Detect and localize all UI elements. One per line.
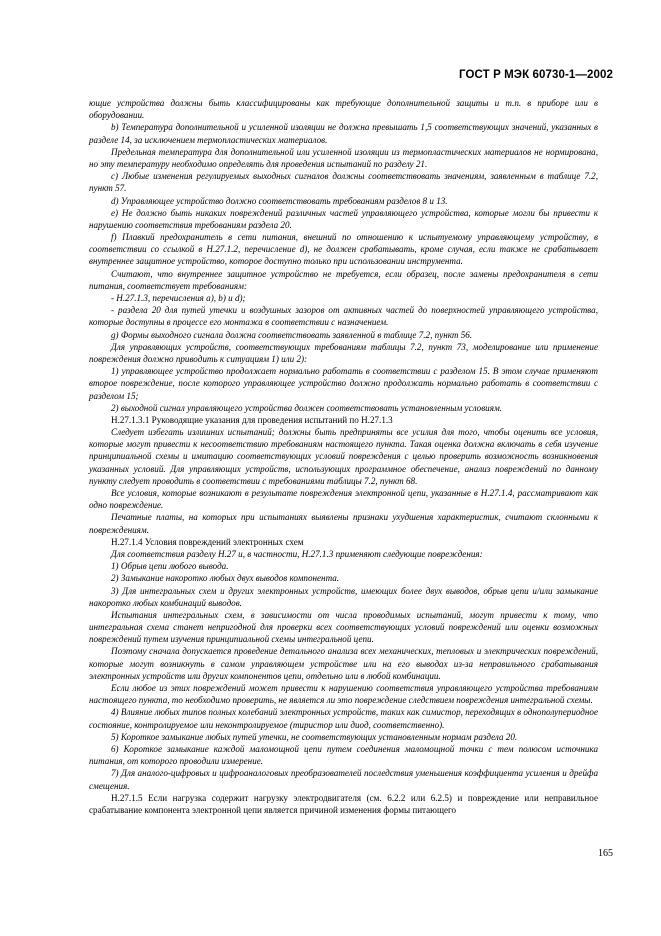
body-paragraph: Печатные платы, на которых при испытаниях выявлены признаки ухудшения характеристик, считают склонными к повреждениям. (89, 512, 598, 535)
body-paragraph: Если любое из этих повреждений может привести к нарушению соответствия управляющего устройства требованиям настоящего пункта, то необходимо проверить, не является ли это повреждение следствием повреждения интегральной схемы. (89, 683, 598, 706)
page-number: 165 (598, 848, 613, 859)
body-paragraph: Поэтому сначала допускается проведение детального анализа всех механических, тепловых и электрических повреждений, которые могут возникнуть в самом управляющем устройстве или на его выводах из-за неправильного срабатывания электронных устройств или других компонентов цепи, отдельно или в любой комбинации. (89, 646, 598, 681)
body-paragraph: f) Плавкий предохранитель в сети питания, внешний по отношению к испытуемому управляющему устройству, в соответствии со ссылкой в Н.27.1.2, перечисление d), не должен срабатывать, кроме случая, если также не срабатывает внутреннее защитное устройство, которое доступно только при использовании инструмента. (89, 232, 598, 267)
document-body (89, 97, 598, 816)
body-paragraph: Предельная температура для дополнительной или усиленной изоляции из термопластических материалов не нормирована, но эту температуру необходимо определять для проведения испытаний по разделу 21. (89, 146, 598, 169)
body-paragraph: Все условия, которые возникают в результате повреждения электронной цепи, указанные в Н.27.1.4, рассматривают как одно повреждение. (89, 488, 598, 511)
body-paragraph: Н.27.1.5 Если нагрузка содержит нагрузку электродвигателя (см. 6.2.2 или 6.2.5) и повреждение или неправильное срабатывание компонента электронной цепи является причиной изменения формы питающего (89, 792, 598, 815)
body-paragraph: 4) Влияние любых типов полных колебаний электронных устройств, таких как симистор, переходящих в однополупериодное состояние, контролируемое или неконтролируемое (тиристор или диод, соответственно). (89, 707, 598, 730)
body-paragraph: - раздела 20 для путей утечки и воздушных зазоров от активных частей до поверхностей управляющего устройства, которые доступны в процессе его монтажа в соответствии с назначением. (89, 305, 598, 328)
body-paragraph: 2) Замыкание накоротко любых двух выводов компонента. (111, 573, 340, 584)
body-paragraph: 7) Для аналого-цифровых и цифроаналоговых преобразователей последствия уменьшения коэффициента усиления и дрейфа смещения. (89, 768, 598, 791)
body-paragraph: g) Формы выходного сигнала должна соответствовать заявленной в таблице 7.2, пункт 56. (111, 329, 473, 340)
body-paragraph: b) Температура дополнительной и усиленной изоляции не должна превышать 1,5 соответствующих значений, указанных в разделе 14, за исключением термопластических материалов. (89, 122, 598, 145)
body-paragraph: e) Не должно быть никаких повреждений различных частей управляющего устройства, которые могли бы привести к нарушению соответствия требованиям раздела 20. (89, 207, 598, 230)
body-paragraph: Считают, что внутреннее защитное устройство не требуется, если образец, после замены предохранителя в сети питания, соответствует требованиям: (89, 268, 598, 291)
body-paragraph: Следует избегать излишних испытаний; должны быть предприняты все усилия для того, чтобы оценить все условия, которые могут привести к несоответствию требованиям настоящего пункта. Такая оценка должна включать в себя изучение принципиальной схемы и имитацию соответствующих условий повреждения с целью проверить возможность возникновения указанных условий. Для управляющих устройств, использующих программное обеспечение, анализ повреждений по данному пункту следует проводить в соответствии с требованиями таблицы 7.2, пункт 68. (89, 427, 598, 486)
body-paragraph: Н.27.1.3.1 Руководящие указания для проведения испытаний по Н.27.1.3 (111, 414, 393, 425)
body-paragraph: ющие устройства должны быть классифицированы как требующие дополнительной защиты и т.п. в приборе или в оборудовании. (89, 98, 598, 121)
body-paragraph: 6) Короткое замыкание каждой маломощной цепи путем соединения маломощной точки с тем полюсом источника питания, от которого проводили измерение. (89, 743, 598, 767)
body-paragraph: Н.27.1.4 Условия повреждений электронных схем (111, 536, 304, 547)
body-paragraph: - Н.27.1.3, перечисления а), b) и d); (111, 293, 246, 303)
document-header: ГОСТ Р МЭК 60730-1—2002 (459, 69, 613, 81)
body-paragraph: 5) Короткое замыкание любых путей утечки, не соответствующих установленным нормам раздела 20. (111, 731, 518, 742)
body-paragraph: 1) Обрыв цепи любого вывода. (111, 561, 229, 572)
body-paragraph: 1) управляющее устройство продолжает нормально работать в соответствии с разделом 15. В этом случае применяют второе повреждение, после которого управляющее устройство должно продолжать нормально работать в соответствии с разделом 15; (89, 366, 598, 401)
body-paragraph: Для управляющих устройств, соответствующих требованиям таблицы 7.2, пункт 73, моделирование или применение повреждения должно приводить к ситуациям 1) или 2): (89, 341, 598, 364)
body-paragraph: 3) Для интегральных схем и других электронных устройств, имеющих более двух выводов, обрыв цепи и/или замыкание накоротко любых комбинаций выводов. (89, 585, 598, 608)
body-paragraph: c) Любые изменения регулируемых выходных сигналов должны соответствовать значениям, заявленным в таблице 7.2, пункт 57. (89, 171, 598, 194)
body-paragraph: d) Управляющее устройство должно соответствовать требованиям разделов 8 и 13. (111, 195, 448, 206)
body-paragraph: 2) выходной сигнал управляющего устройства должен соответствовать установленным условиям. (111, 402, 503, 413)
body-paragraph: Для соответствия разделу Н.27 и, в частности, Н.27.1.3 применяют следующие повреждения: (111, 548, 483, 559)
body-paragraph: Испытания интегральных схем, в зависимости от числа проводимых испытаний, могут привести к тому, что интегральная схема станет непригодной для проверки всех соответствующих условий повреждений или оценки возможных повреждений путем изучения принципиальной схемы интегральной цепи. (89, 609, 598, 645)
